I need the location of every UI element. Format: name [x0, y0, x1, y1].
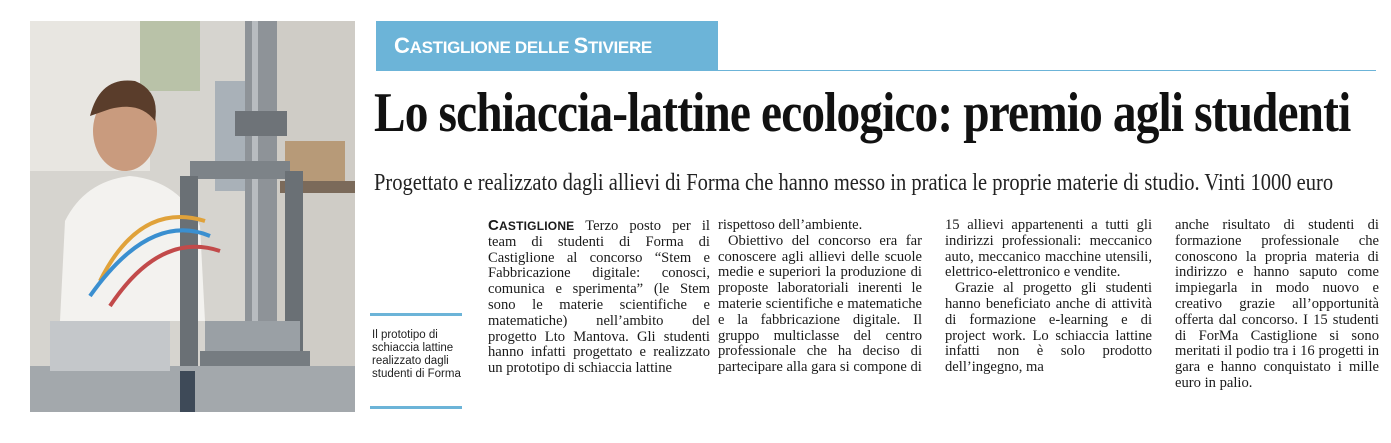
body-column-3 [945, 218, 1152, 376]
column-3-text-a: 15 allievi appartenenti a tutti gli indirizzi professionali: meccanico auto, meccanico macchine utensili, elettrico-elettronico e vendite. [945, 217, 1152, 281]
column-1-text: Terzo posto per il team di studenti di Forma di Castiglione al concorso “Stem e Fabbricazione digitale: conosci, comunica e sperimenta” (le Stem sono le materie scientifiche e matematiche) nell’ambito del progetto Lto Mantova. Gli studenti hanno infatti progettato e realizzato un prototipo di schiaccia lattine [488, 218, 710, 377]
section-text-2: TIVIERE [587, 38, 652, 57]
headline: Lo schiaccia-lattine ecologico: premio agli studenti [374, 82, 1351, 144]
section-letter-2: S [573, 33, 588, 58]
dateline: CASTIGLIONE [488, 217, 575, 234]
subheadline: Progettato e realizzato dagli allievi di Forma che hanno messo in pratica le proprie materie di studio. Vinti 1000 euro [374, 170, 1334, 196]
body-column-4 [1175, 218, 1379, 392]
header-rule [718, 70, 1376, 71]
caption-rule-bottom [370, 406, 462, 409]
photo-illustration [30, 21, 355, 412]
photo-caption: Il prototipo di schiaccia lattine realizzato dagli studenti di Forma [372, 329, 461, 380]
column-2-text-b: Obiettivo del concorso era far conoscere agli allievi delle scuole medie e superiori la produzione di proposte laboratoriali inerenti le materie scientifiche e matematiche e la fabbricazione digitale. Il gruppo multiclasse del centro professionale che ha deciso di partecipare alla gara si compone di [718, 232, 922, 376]
article-photo [30, 21, 355, 412]
caption-rule-top [370, 313, 462, 316]
body-column-2 [718, 218, 922, 376]
section-letter: C [394, 33, 410, 58]
section-tag [376, 21, 718, 71]
column-4-text: anche risultato di studenti di formazione professionale che conoscono la propria materia di indirizzo e hanno saputo come impiegarla in modo nuovo e creativo grazie all’opportunità offerta dal concorso. I 15 studenti di ForMa Castiglione si sono meritati il podio tra i 16 progetti in gara e hanno conquistato i mille euro in palio. [1175, 217, 1379, 391]
section-text: ASTIGLIONE DELLE [409, 38, 574, 57]
column-3-text-b: Grazie al progetto gli studenti hanno beneficiato anche di attività di formazione e-learning e di project work. Lo schiaccia lattine infatti non è solo prodotto dell’ingegno, ma [945, 280, 1152, 376]
body-column-1 [488, 218, 710, 377]
column-2-text-a: rispettoso dell’ambiente. [718, 217, 863, 233]
